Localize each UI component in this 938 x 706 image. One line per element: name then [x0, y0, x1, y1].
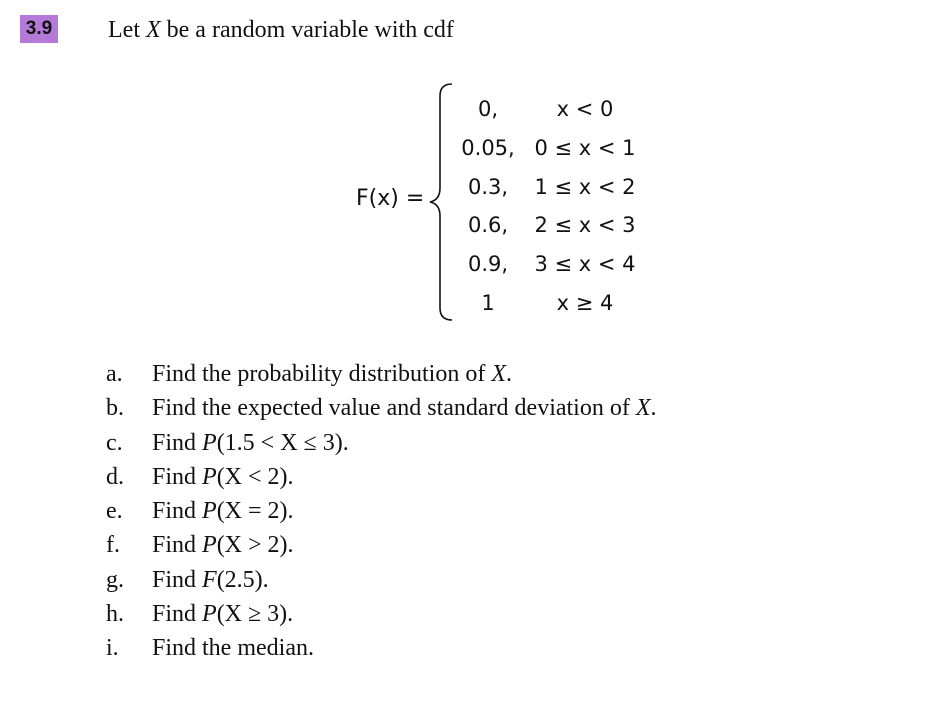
question-item-b — [106, 391, 886, 425]
question-letter: b. — [106, 395, 124, 422]
case-row — [455, 129, 655, 168]
case-condition: x < 0 — [556, 97, 614, 121]
case-row — [455, 245, 655, 284]
case-value: 0.05, — [461, 135, 515, 160]
question-item-d — [106, 460, 886, 494]
question-item-e — [106, 494, 886, 528]
question-item-c — [106, 426, 886, 460]
case-condition: x ≥ 4 — [556, 290, 614, 315]
question-text: Find P(X ≥ 3). — [152, 601, 294, 628]
intro-suffix: be a random variable with cdf — [160, 17, 454, 43]
case-value: 0.6, — [467, 213, 509, 238]
question-letter: c. — [106, 429, 123, 456]
piecewise-cases — [455, 90, 655, 323]
question-letter: d. — [106, 463, 124, 490]
question-letter: e. — [106, 498, 123, 525]
case-condition: 2 ≤ x < 3 — [534, 213, 636, 238]
question-text: Find the probability distribution of X. — [152, 361, 512, 387]
question-list — [106, 357, 886, 666]
question-text: Find P(X > 2). — [152, 532, 294, 559]
question-item-g — [106, 563, 886, 597]
question-text: Find P(X = 2). — [152, 498, 294, 525]
case-value: 0.9, — [467, 252, 509, 277]
case-row — [455, 90, 655, 129]
question-item-a — [106, 357, 886, 391]
case-value: 0.3, — [467, 174, 509, 199]
case-row — [455, 206, 655, 245]
question-letter: i. — [106, 635, 119, 662]
problem-intro — [108, 14, 454, 46]
question-letter: h. — [106, 601, 124, 628]
question-text: Find P(1.5 < X ≤ 3). — [152, 429, 349, 456]
case-condition: 3 ≤ x < 4 — [534, 252, 636, 277]
question-item-i — [106, 631, 886, 665]
question-text: Find F(2.5). — [152, 566, 269, 593]
question-text: Find the median. — [152, 635, 314, 662]
question-letter: g. — [106, 566, 124, 593]
question-item-h — [106, 597, 886, 631]
case-value: 1 — [481, 290, 495, 315]
question-item-f — [106, 528, 886, 562]
question-text: Find P(X < 2). — [152, 463, 294, 490]
intro-prefix: Let — [108, 17, 146, 43]
case-condition: 1 ≤ x < 2 — [534, 174, 636, 199]
question-letter: a. — [106, 361, 123, 387]
problem-number-badge: 3.9 — [20, 15, 58, 43]
question-text: Find the expected value and standard deviation of X. — [152, 395, 657, 422]
case-condition: 0 ≤ x < 1 — [534, 135, 636, 160]
case-row — [455, 168, 655, 207]
case-value: 0, — [477, 97, 499, 121]
left-brace — [418, 82, 458, 322]
case-row — [455, 284, 655, 323]
function-label: F(x) = — [356, 186, 425, 211]
question-letter: f. — [106, 532, 120, 559]
intro-variable: X — [145, 17, 161, 43]
